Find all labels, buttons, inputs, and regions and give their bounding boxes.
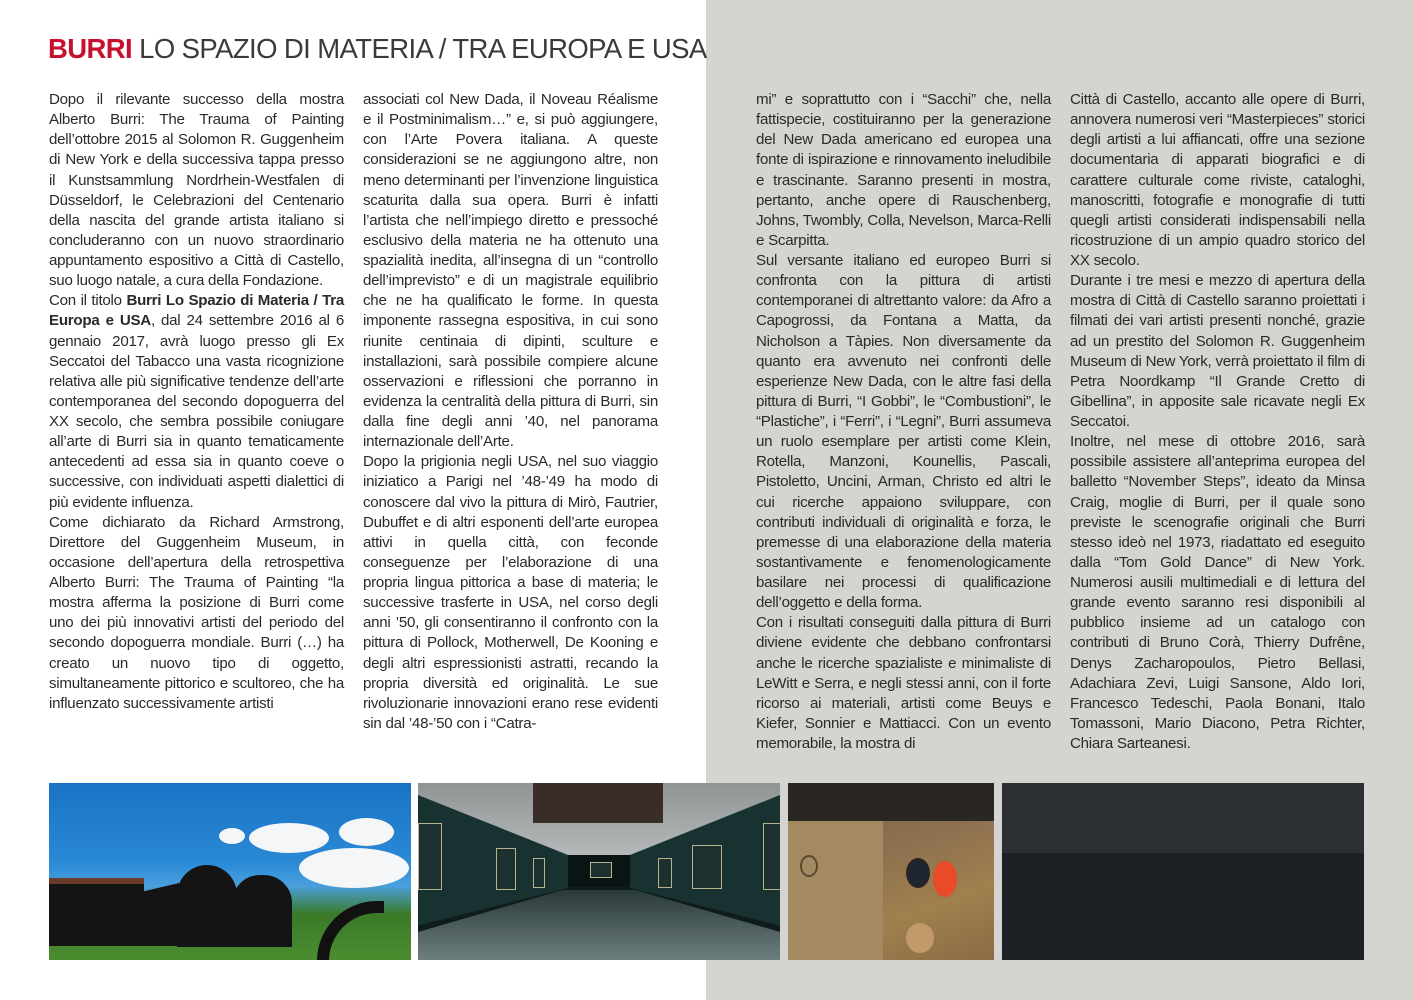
page-title [48, 30, 707, 68]
photo-dark-painting [1002, 783, 1364, 960]
title-brand: BURRI [48, 33, 133, 64]
photo-exterior-building [49, 783, 411, 960]
paragraph [49, 291, 344, 512]
photo-gallery-interior [418, 783, 780, 960]
paragraph-text: , dal 24 settembre 2016 al 6 gennaio 2017, avrà luogo presso gli Ex Seccatoi del Tabacco una vasta ricognizione relativa alle più significative tendenze dell’arte contemporanea del secondo dopoguerra del XX secolo, che sembra possibile coniugare all’arte di Burri sia in quanto tematicamente antecedenti ad essa sia in quanto coeve o successive, con individuati aspetti dialettici di più evidente influenza. [49, 312, 344, 511]
paragraph: Durante i tre mesi e mezzo di apertura della mostra di Città di Castello saranno proiettati i filmati dei vari artisti presenti nonché, grazie ad un prestito del Solomon R. Guggenheim Museum di New York, verrà proiettato il film di Petra Noordkamp “Il Grande Cretto di Gibellina”, in apposite sale ricavate negli Ex Seccatoi. [1070, 272, 1365, 430]
paragraph: mi” e soprattutto con i “Sacchi” che, nella fattispecie, costituiranno per la generazione del New Dada americano ed europea una fonte di ispirazione e rinnovamento ineludibile e trascinante. Saranno presenti in mostra, pertanto, anche opere di Rauschenberg, Johns, Twombly, Colla, Nevelson, Marca-Relli e Scarpitta. [756, 91, 1051, 249]
paragraph: Dopo il rilevante successo della mostra Alberto Burri: The Trauma of Painting dell’ottobre 2015 al Solomon R. Guggenheim di New York e della successiva tappa presso il Kunstsammlung Nordrhein-Westfalen di Düsseldorf, le Celebrazioni del Centenario della nascita del grande artista italiano si concluderanno con un nuovo straordinario appuntamento espositivo a Città di Castello, suo luogo natale, a cura della Fondazione. [49, 91, 344, 290]
paragraph: Inoltre, nel mese di ottobre 2016, sarà possibile assistere all’anteprima europea del balletto “November Steps”, ideato da Minsa Craig, moglie di Burri, per il quale sono previste le scenografie originali che Burri stesso ideò nel 1973, riadattato ed eseguito dalla “Tom Gold Dance” di New York. Numerosi ausili multimediali e di lettura del grande evento saranno resi disponibili al pubblico insieme ad un catalogo con contributi di Bruno Corà, Thierry Dufrêne, Denys Zacharopoulos, Pietro Bellasi, Adachiara Zevi, Luigi Sansone, Aldo Iori, Francesco Tedeschi, Paola Bonani, Italo Tomassoni, Mario Diacono, Petra Richter, Chiara Sarteanesi. [1070, 433, 1365, 752]
text-column-3 [756, 90, 1051, 754]
text-column-2 [363, 90, 658, 734]
exhibition-title-bold: Burri Lo Spazio di Materia / Tra Europa e USA [49, 292, 344, 330]
text-column-1 [49, 90, 344, 714]
paragraph-text: Con il titolo [49, 292, 127, 310]
text-column-4 [1070, 90, 1365, 754]
photo-burri-painting [788, 783, 994, 960]
paragraph: Con i risultati conseguiti dalla pittura di Burri diviene evidente che debbano confrontarsi anche le ricerche spazialiste e minimaliste di LeWitt e Serra, e negli stessi anni, con il forte ricorso ai materiali, artisti come Beuys e Kiefer, Sonnier e Mattiacci. Con un evento memorabile, la mostra di [756, 614, 1051, 752]
paragraph: Città di Castello, accanto alle opere di Burri, annovera numerosi veri “Masterpieces” storici degli artisti a lui affiancati, offre una sezione documentaria di apparati biografici e di carattere culturale come riviste, cataloghi, manoscritti, fotografie e monografie di tutti quegli artisti considerati indispensabili nella ricostruzione di un ampio quadro storico del XX secolo. [1070, 91, 1365, 269]
paragraph: associati col New Dada, il Noveau Réalisme e il Postminimalism…” e, si può aggiungere, con l’Arte Povera italiana. A queste considerazioni se ne aggiungono altre, non meno determinanti per l’invenzione linguistica scaturita dalla sua opera. Burri è infatti l’artista che nell’impiego diretto e pressoché esclusivo della materia ne ha ottenuto una spazialità inedita, all’insegna di un “controllo dell’imprevisto” e di un magistrale equilibrio che ne ha qualificato le forme. In questa imponente rassegna espositiva, in cui sono riunite centinaia di dipinti, sculture e installazioni, sarà possibile compiere alcune osservazioni e riflessioni che porranno in evidenza la centralità della pittura di Burri, sin dalla fine degli anni ’40, nel panorama internazionale dell’Arte. [363, 91, 658, 451]
paragraph: Dopo la prigionia negli USA, nel suo viaggio iniziatico a Parigi nel ’48-’49 ha modo di conoscere dal vivo la pittura di Mirò, Fautrier, Dubuffet e di altri esponenti dell’arte europea attivi in quella città, con feconde conseguenze per l’elaborazione di una propria lingua pittorica a base di materia; le successive trasferte in USA, nel corso degli anni ’50, gli consentiranno il confronto con la pittura di Pollock, Motherwell, De Kooning e degli altri espressionisti astratti, recando la propria diversità ed originalità. Le sue rivoluzionarie innovazioni erano rese evidenti sin dal ’48-’50 con i “Catra- [363, 453, 658, 732]
paragraph: Sul versante italiano ed europeo Burri si confronta con la pittura di artisti contemporanei di altrettanto valore: da Afro a Capogrossi, da Fontana a Matta, da Nicholson a Tàpies. Non diversamente da quanto era avvenuto nei confronti delle esperienze New Dada, con le altre fasi della pittura di Burri, “I Gobbi”, le “Combustioni”, le “Plastiche”, i “Ferri”, i “Legni”, Burri assumeva un ruolo esemplare per artisti come Klein, Rotella, Manzoni, Kounellis, Pascali, Pistoletto, Uncini, Arman, Christo ed altri le cui ricerche appaiono svilupparе, con contributi individuali di originalità e forza, le premesse di una elaborazione della materia sostantivamente e fenomenologicamente basilare nei processi di qualificazione dell’oggetto e della forma. [756, 252, 1051, 612]
paragraph: Come dichiarato da Richard Armstrong, Direttore del Guggenheim Museum, in occasione dell’apertura della retrospettiva Alberto Burri: The Trauma of Painting “la mostra afferma la posizione di Burri come uno dei più innovativi artisti del periodo del secondo dopoguerra mondiale. Burri (…) ha creato un nuovo tipo di oggetto, simultaneamente pittorico e scultoreo, che ha influenzato successivamente artisti [49, 513, 344, 712]
title-text: LO SPAZIO DI MATERIA / TRA EUROPA E USA [132, 33, 707, 64]
